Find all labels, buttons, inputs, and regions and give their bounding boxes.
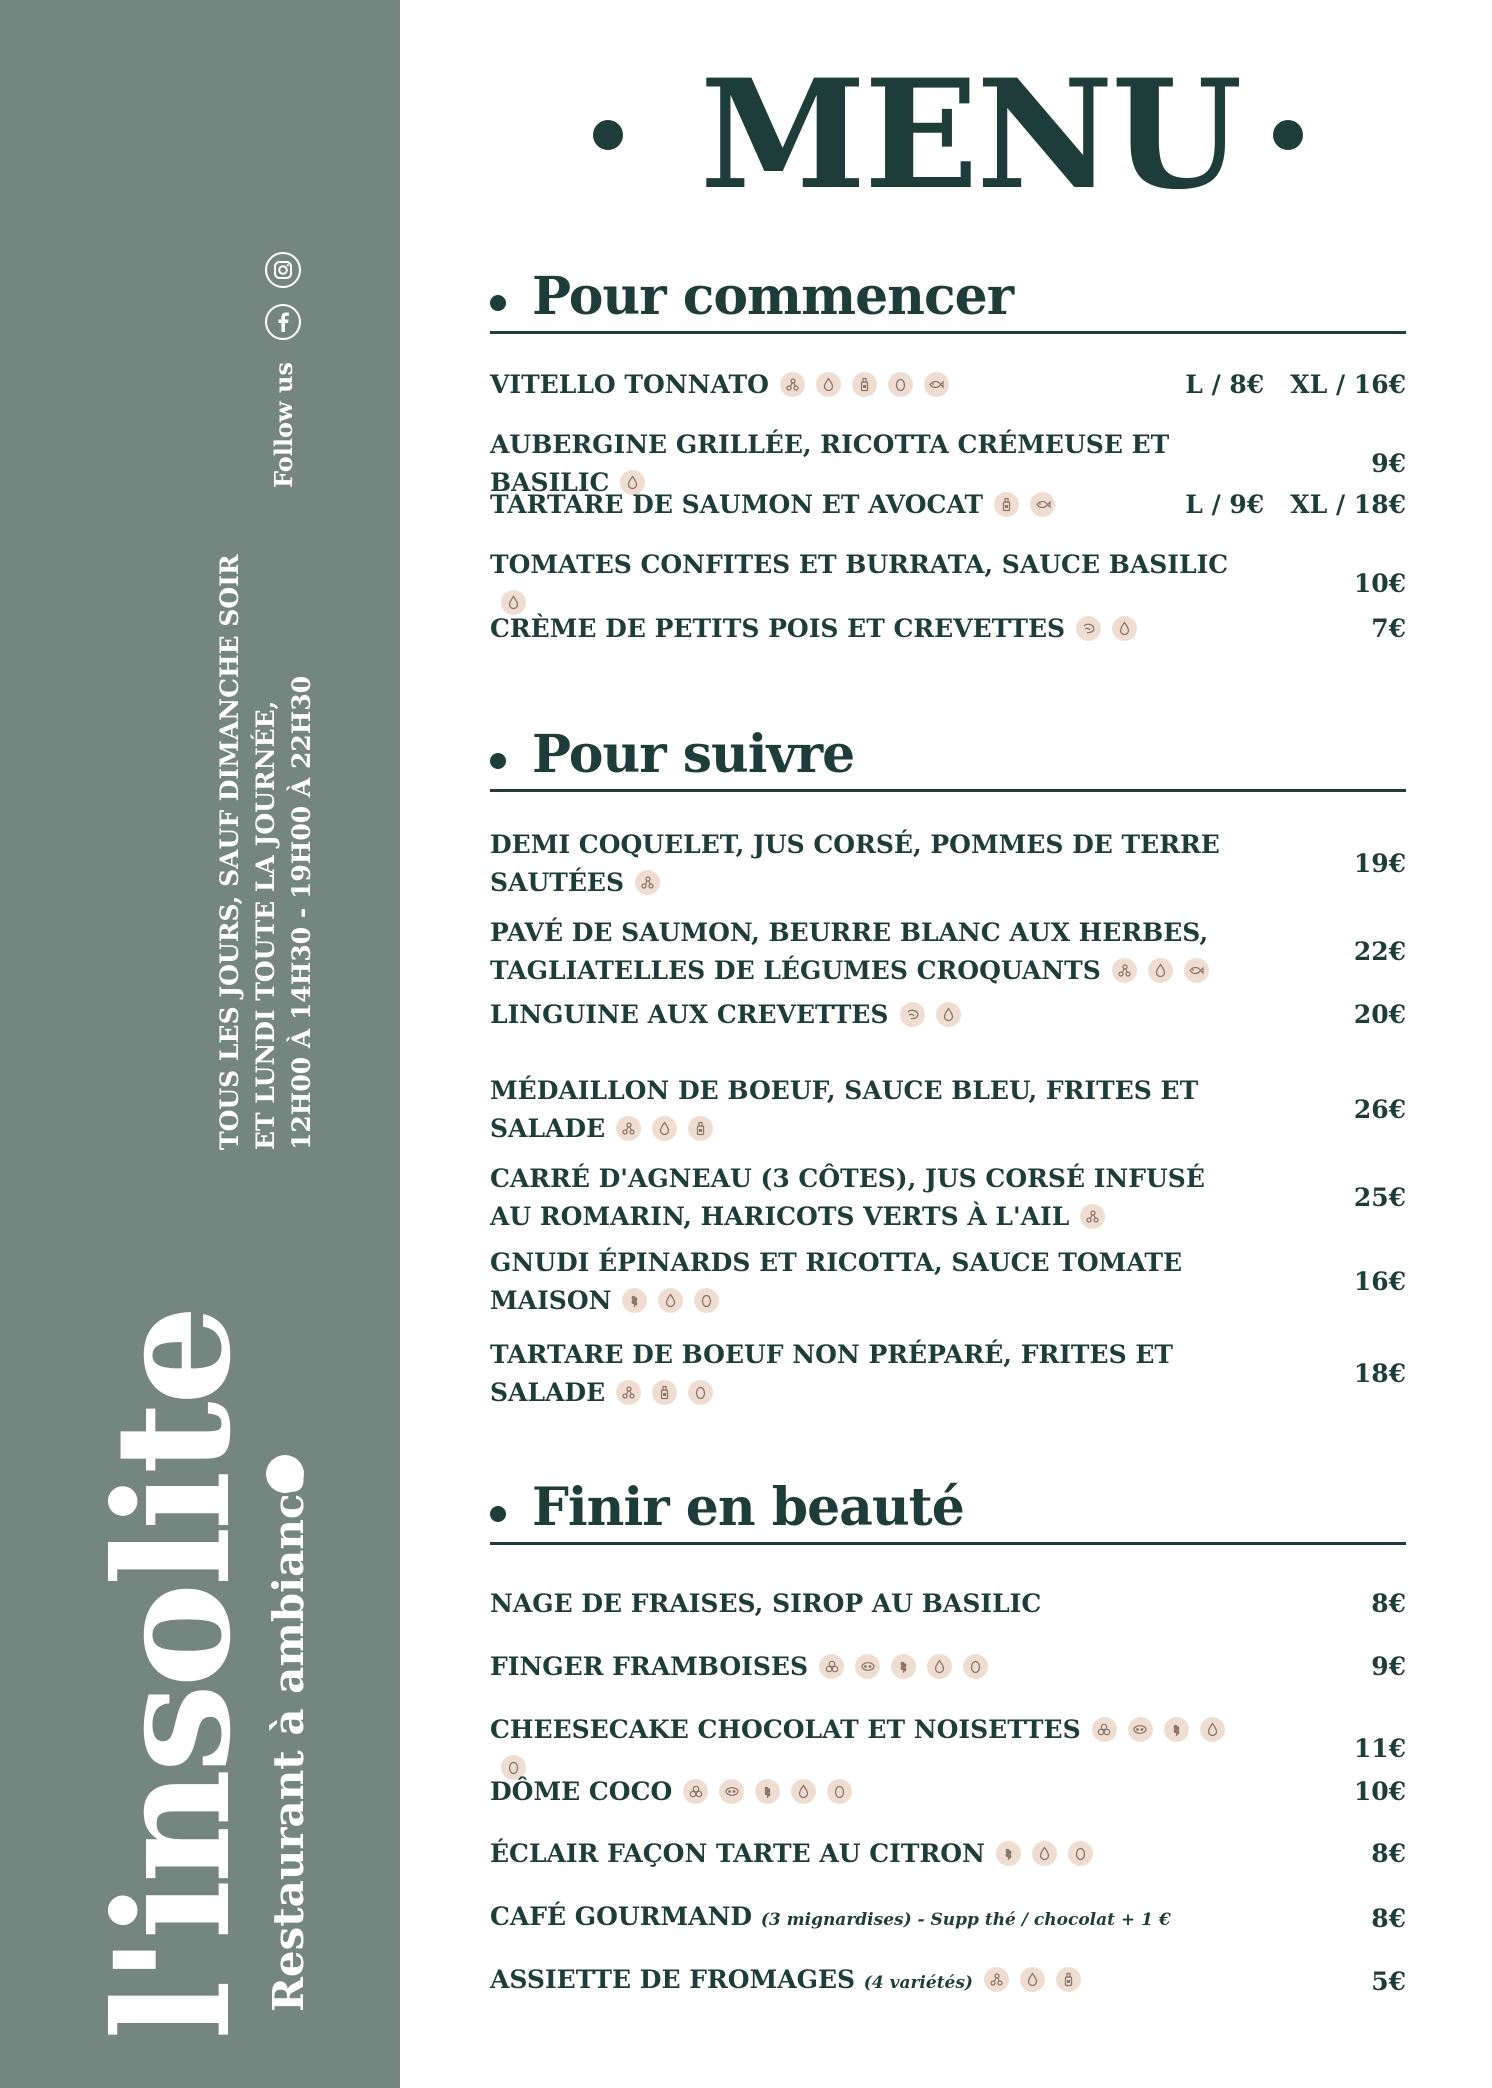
- allergen-icons: [672, 1777, 852, 1806]
- egg-allergen-icon: [1068, 1841, 1093, 1866]
- section-title: Pour commencer: [532, 265, 1014, 327]
- allergen-icons: [889, 1000, 961, 1029]
- allergen-icons: [973, 1965, 1081, 1994]
- item-price: 7€: [1371, 614, 1406, 643]
- milk-allergen-icon: [927, 1654, 952, 1679]
- milk-allergen-icon: [652, 1116, 677, 1141]
- item-price: 20€: [1353, 1000, 1406, 1029]
- nuts-allergen-icon: [1092, 1717, 1117, 1742]
- hours-line: 12H00 À 14H30 - 19H00 À 22H30: [287, 675, 316, 1150]
- hours-line: ET LUNDI TOUTE LA JOURNÉE,: [251, 700, 280, 1150]
- item-name: CRÈME DE PETITS POIS ET CREVETTES: [490, 614, 1066, 643]
- celery-allergen-icon: [635, 870, 660, 895]
- item-name-wrap: [490, 1585, 1230, 1623]
- item-name: TOMATES CONFITES ET BURRATA, SAUCE BASILIC: [490, 550, 1229, 579]
- menu-item: [490, 826, 1406, 902]
- item-price: 25€: [1353, 1183, 1406, 1212]
- milk-allergen-icon: [1200, 1717, 1225, 1742]
- milk-allergen-icon: [791, 1779, 816, 1804]
- section-header: [490, 1473, 1406, 1545]
- nuts-allergen-icon: [683, 1779, 708, 1804]
- item-note: (4 variétés): [863, 1973, 973, 1993]
- section-starters: [490, 262, 1406, 643]
- item-price: L / 9€ XL / 18€: [1185, 490, 1406, 519]
- item-name-wrap: [490, 1072, 1230, 1148]
- item-name: AUBERGINE GRILLÉE, RICOTTA CRÉMEUSE ET BASILIC: [490, 430, 1170, 497]
- item-note: (3 mignardises) - Supp thé / chocolat + 1 €: [760, 1910, 1171, 1930]
- item-name-wrap: [490, 1160, 1230, 1236]
- item-name: TARTARE DE BOEUF NON PRÉPARÉ, FRITES ET SALADE: [490, 1340, 1173, 1407]
- item-name: CARRÉ D'AGNEAU (3 CÔTES), JUS CORSÉ INFUSÉ AU ROMARIN, HARICOTS VERTS À L'AIL: [490, 1164, 1205, 1231]
- item-name: TARTARE DE SAUMON ET AVOCAT: [490, 490, 984, 519]
- egg-allergen-icon: [688, 1380, 713, 1405]
- milk-allergen-icon: [1020, 1967, 1045, 1992]
- celery-allergen-icon: [1080, 1204, 1105, 1229]
- mustard-allergen-icon: [852, 372, 877, 397]
- mustard-allergen-icon: [1056, 1967, 1081, 1992]
- allergen-icons: [611, 1286, 719, 1315]
- item-price: 10€: [1353, 569, 1406, 598]
- fish-allergen-icon: [1184, 958, 1209, 983]
- facebook-icon[interactable]: [265, 304, 301, 340]
- brand-tagline: Restaurant à ambiance: [264, 1466, 313, 2012]
- egg-allergen-icon: [963, 1654, 988, 1679]
- section-mains: [490, 720, 1406, 1407]
- item-price: 5€: [1371, 1966, 1406, 1996]
- crustacean-allergen-icon: [900, 1002, 925, 1027]
- item-name: ASSIETTE DE FROMAGES: [490, 1965, 856, 1994]
- item-price: 18€: [1353, 1359, 1406, 1388]
- item-name-wrap: [490, 1773, 1230, 1811]
- gluten-allergen-icon: [755, 1779, 780, 1804]
- item-name: NAGE DE FRAISES, SIROP AU BASILIC: [490, 1589, 1042, 1618]
- allergen-icons: [1069, 1202, 1105, 1231]
- section-title: Pour suivre: [532, 723, 855, 785]
- menu-item: [490, 486, 1406, 524]
- section-desserts: [490, 1473, 1406, 1996]
- milk-allergen-icon: [1032, 1841, 1057, 1866]
- allergen-icons: [624, 868, 660, 897]
- gluten-allergen-icon: [1164, 1717, 1189, 1742]
- egg-allergen-icon: [827, 1779, 852, 1804]
- milk-allergen-icon: [816, 372, 841, 397]
- follow-us-label: Follow us: [269, 362, 298, 488]
- egg-allergen-icon: [888, 372, 913, 397]
- milk-allergen-icon: [1148, 958, 1173, 983]
- section-bullet: [490, 753, 506, 769]
- celery-allergen-icon: [1112, 958, 1137, 983]
- brand-logo: l'insolite: [81, 1308, 266, 2040]
- soy-allergen-icon: [719, 1779, 744, 1804]
- item-price: L / 8€ XL / 16€: [1185, 370, 1406, 399]
- menu-item: [490, 1773, 1406, 1811]
- item-price: 8€: [1371, 1589, 1406, 1618]
- item-name: CAFÉ GOURMAND: [490, 1902, 753, 1931]
- milk-allergen-icon: [936, 1002, 961, 1027]
- gluten-allergen-icon: [891, 1654, 916, 1679]
- item-price: 16€: [1353, 1267, 1406, 1296]
- milk-allergen-icon: [1112, 616, 1137, 641]
- item-name: CHEESECAKE CHOCOLAT ET NOISETTES: [490, 1715, 1081, 1744]
- mustard-allergen-icon: [652, 1380, 677, 1405]
- section-header: [490, 262, 1406, 334]
- item-name-wrap: [490, 1648, 1230, 1686]
- menu-item: [490, 1160, 1406, 1236]
- item-name: LINGUINE AUX CREVETTES: [490, 1000, 889, 1029]
- celery-allergen-icon: [616, 1116, 641, 1141]
- celery-allergen-icon: [616, 1380, 641, 1405]
- mustard-allergen-icon: [994, 492, 1019, 517]
- item-price: 8€: [1371, 1839, 1406, 1868]
- menu-item: [490, 366, 1406, 404]
- menu-item: [490, 1961, 1406, 2002]
- allergen-icons: [983, 490, 1055, 519]
- menu-item: [490, 996, 1406, 1034]
- sidebar: [0, 0, 400, 2088]
- menu-item: [490, 1648, 1406, 1686]
- section-bullet: [490, 1506, 506, 1522]
- item-name: ÉCLAIR FAÇON TARTE AU CITRON: [490, 1839, 985, 1868]
- menu-item: [490, 914, 1406, 990]
- item-name-wrap: [490, 610, 1230, 648]
- celery-allergen-icon: [984, 1967, 1009, 1992]
- item-price: 10€: [1353, 1777, 1406, 1806]
- section-bullet: [490, 295, 506, 311]
- allergen-icons: [1101, 956, 1209, 985]
- instagram-icon[interactable]: [265, 252, 301, 288]
- item-name-wrap: [490, 1336, 1230, 1412]
- item-price: 19€: [1353, 849, 1406, 878]
- allergen-icons: [769, 370, 949, 399]
- item-price: 9€: [1371, 449, 1406, 478]
- allergen-icons: [605, 1114, 713, 1143]
- item-name: DÔME COCO: [490, 1777, 673, 1806]
- gluten-allergen-icon: [996, 1841, 1021, 1866]
- allergen-icons: [985, 1839, 1093, 1868]
- item-name: PAVÉ DE SAUMON, BEURRE BLANC AUX HERBES, TAGLIATELLES DE LÉGUMES CROQUANTS: [490, 918, 1209, 985]
- item-price: 9€: [1371, 1652, 1406, 1681]
- item-price: 8€: [1371, 1903, 1406, 1933]
- mustard-allergen-icon: [688, 1116, 713, 1141]
- item-name-wrap: [490, 1835, 1230, 1873]
- item-name: GNUDI ÉPINARDS ET RICOTTA, SAUCE TOMATE MAISON: [490, 1248, 1183, 1315]
- menu-item: [490, 1898, 1406, 1939]
- item-name-wrap: [490, 1961, 1230, 2002]
- title-dot-left: [593, 120, 623, 150]
- item-name: FINGER FRAMBOISES: [490, 1652, 809, 1681]
- menu-title-row: [580, 47, 1340, 240]
- allergen-icons: [605, 1378, 713, 1407]
- celery-allergen-icon: [780, 372, 805, 397]
- hours-line: TOUS LES JOURS, SAUF DIMANCHE SOIR: [215, 554, 244, 1150]
- crustacean-allergen-icon: [1076, 616, 1101, 641]
- item-name-wrap: [490, 1898, 1230, 1939]
- gluten-allergen-icon: [622, 1288, 647, 1313]
- item-name: MÉDAILLON DE BOEUF, SAUCE BLEU, FRITES ET SALADE: [490, 1076, 1199, 1143]
- menu-item: [490, 1244, 1406, 1320]
- menu-item: [490, 1072, 1406, 1148]
- menu-title: MENU: [700, 47, 1241, 223]
- item-name-wrap: [490, 1244, 1230, 1320]
- item-name-wrap: [490, 826, 1230, 902]
- title-dot-right: [1273, 120, 1303, 150]
- menu-item: [490, 1336, 1406, 1412]
- item-price: 11€: [1353, 1734, 1406, 1763]
- item-name-wrap: [490, 366, 1230, 404]
- item-name: VITELLO TONNATO: [490, 370, 769, 399]
- fish-allergen-icon: [1030, 492, 1055, 517]
- item-price: 26€: [1353, 1095, 1406, 1124]
- item-name: DEMI COQUELET, JUS CORSÉ, POMMES DE TERRE SAUTÉES: [490, 830, 1220, 897]
- item-name-wrap: [490, 486, 1230, 524]
- item-name-wrap: [490, 996, 1230, 1034]
- milk-allergen-icon: [658, 1288, 683, 1313]
- menu-item: [490, 1835, 1406, 1873]
- section-title: Finir en beauté: [532, 1476, 964, 1538]
- menu-item: [490, 1585, 1406, 1623]
- nuts-allergen-icon: [819, 1654, 844, 1679]
- soy-allergen-icon: [1128, 1717, 1153, 1742]
- section-header: [490, 720, 1406, 792]
- allergen-icons: [808, 1652, 988, 1681]
- soy-allergen-icon: [855, 1654, 880, 1679]
- item-name-wrap: [490, 914, 1230, 990]
- allergen-icons: [1065, 614, 1137, 643]
- menu-item: [490, 610, 1406, 648]
- item-price: 22€: [1353, 937, 1406, 966]
- opening-hours: [212, 554, 320, 1150]
- fish-allergen-icon: [924, 372, 949, 397]
- egg-allergen-icon: [694, 1288, 719, 1313]
